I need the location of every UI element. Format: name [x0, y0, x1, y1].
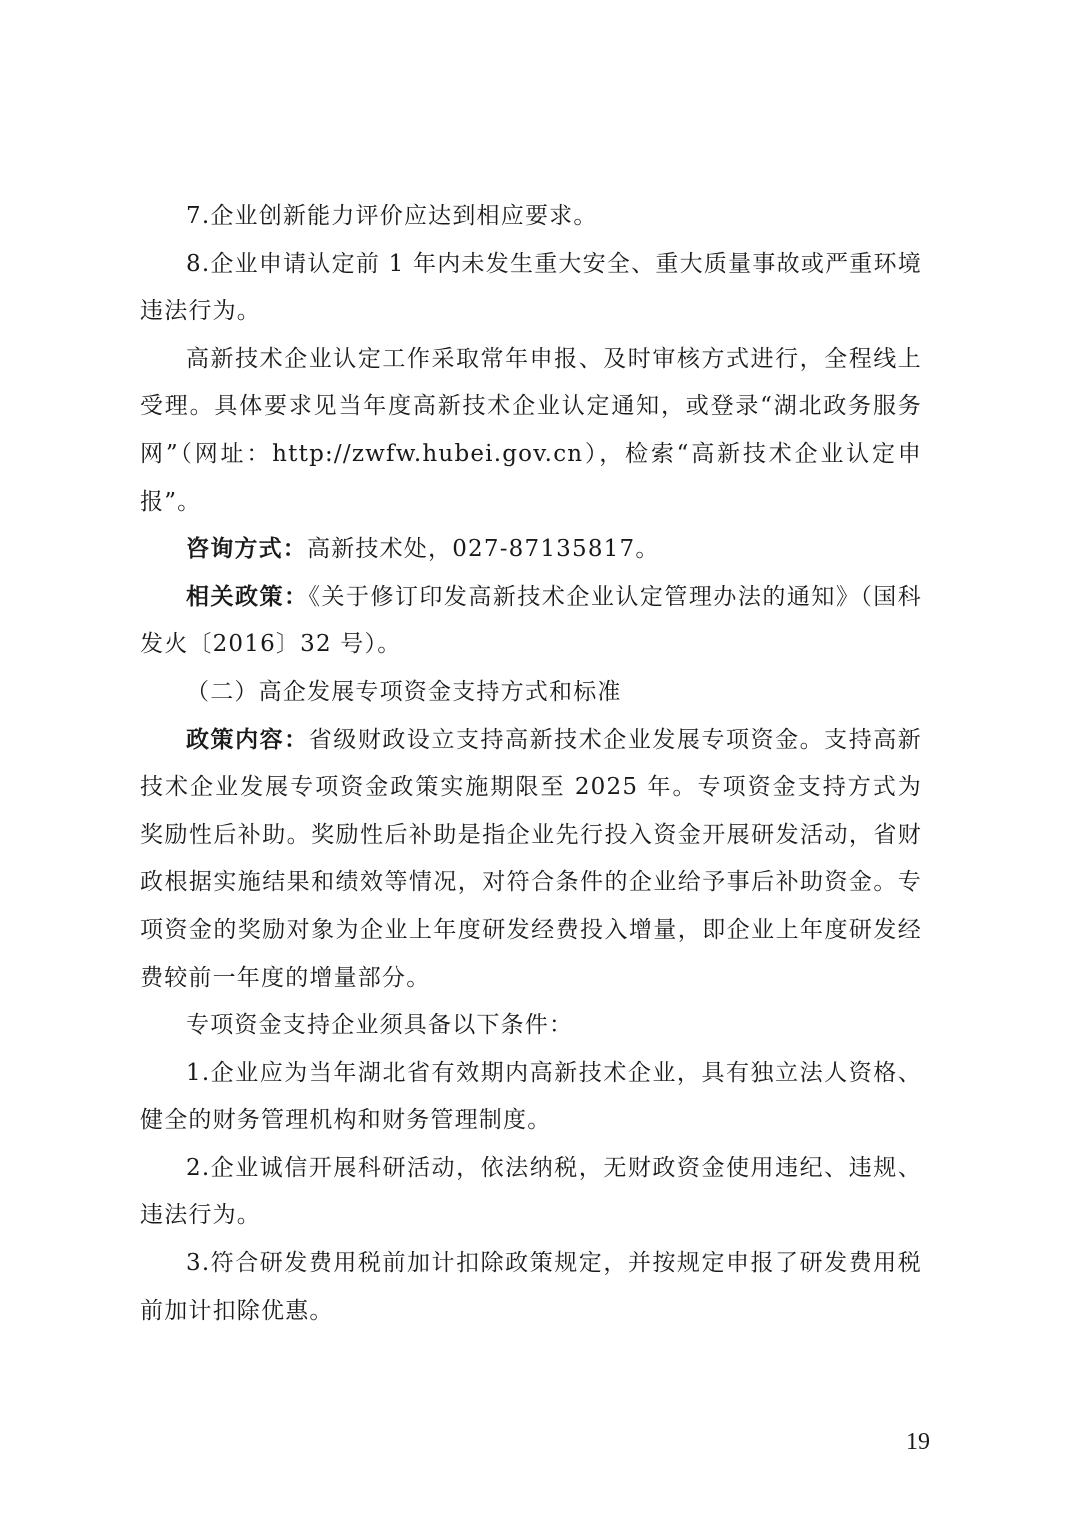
- paragraph-text: 7.企业创新能力评价应达到相应要求。: [186, 203, 598, 229]
- paragraph-text: 专项资金支持企业须具备以下条件：: [186, 1012, 574, 1039]
- section-heading-text: （二）高企发展专项资金支持方式和标准: [186, 678, 622, 705]
- paragraph-related-policy: [140, 574, 922, 669]
- paragraph-contact: [140, 526, 922, 574]
- paragraph-condition-2: [140, 1145, 922, 1240]
- paragraph-condition-3: [140, 1240, 922, 1335]
- contact-text: 高新技术处，027-87135817。: [307, 536, 660, 563]
- document-body: [140, 193, 922, 1335]
- paragraph-criterion-7: [140, 193, 922, 241]
- policy-content-label: 政策内容：: [186, 726, 309, 753]
- paragraph-text: 8.企业申请认定前 1 年内未发生重大安全、重大质量事故或严重环境违法行为。: [140, 250, 922, 325]
- contact-label: 咨询方式：: [186, 536, 307, 563]
- paragraph-policy-content: [140, 717, 922, 1003]
- paragraph-text: 3.符合研发费用税前加计扣除政策规定，并按规定申报了研发费用税前加计扣除优惠。: [140, 1250, 922, 1324]
- policy-content-text: 省级财政设立支持高新技术企业发展专项资金。支持高新技术企业发展专项资金政策实施期限至 2025 年。专项资金支持方式为奖励性后补助。奖励性后补助是指企业先行投入资金开展研发活动，省财政根据实施结果和绩效等情况，对符合条件的企业给予事后补助资金。专项资金的奖励对象为企业上年度研发经费投入增量，即企业上年度研发经费较前一年度的增量部分。: [140, 726, 923, 991]
- paragraph-text: 1.企业应为当年湖北省有效期内高新技术企业，具有独立法人资格、健全的财务管理机构和财务管理制度。: [140, 1059, 922, 1134]
- related-policy-label: 相关政策：: [186, 583, 309, 610]
- paragraph-text: 高新技术企业认定工作采取常年申报、及时审核方式进行，全程线上受理。具体要求见当年度高新技术企业认定通知，或登录“湖北政务服务网”（网址：http://zwfw.hubei.gov.cn），检索“高新技术企业认定申报”。: [140, 345, 922, 515]
- paragraph-criterion-8: [140, 241, 922, 336]
- paragraph-text: 2.企业诚信开展科研活动，依法纳税，无财政资金使用违纪、违规、违法行为。: [140, 1154, 922, 1229]
- paragraph-conditions-intro: [140, 1002, 922, 1050]
- page-number: 19: [906, 1429, 930, 1455]
- related-policy-text: 《关于修订印发高新技术企业认定管理办法的通知》（国科发火〔2016〕32 号）。: [140, 583, 922, 658]
- paragraph-application-procedure: [140, 336, 922, 526]
- section-heading: [140, 669, 922, 717]
- paragraph-condition-1: [140, 1050, 922, 1145]
